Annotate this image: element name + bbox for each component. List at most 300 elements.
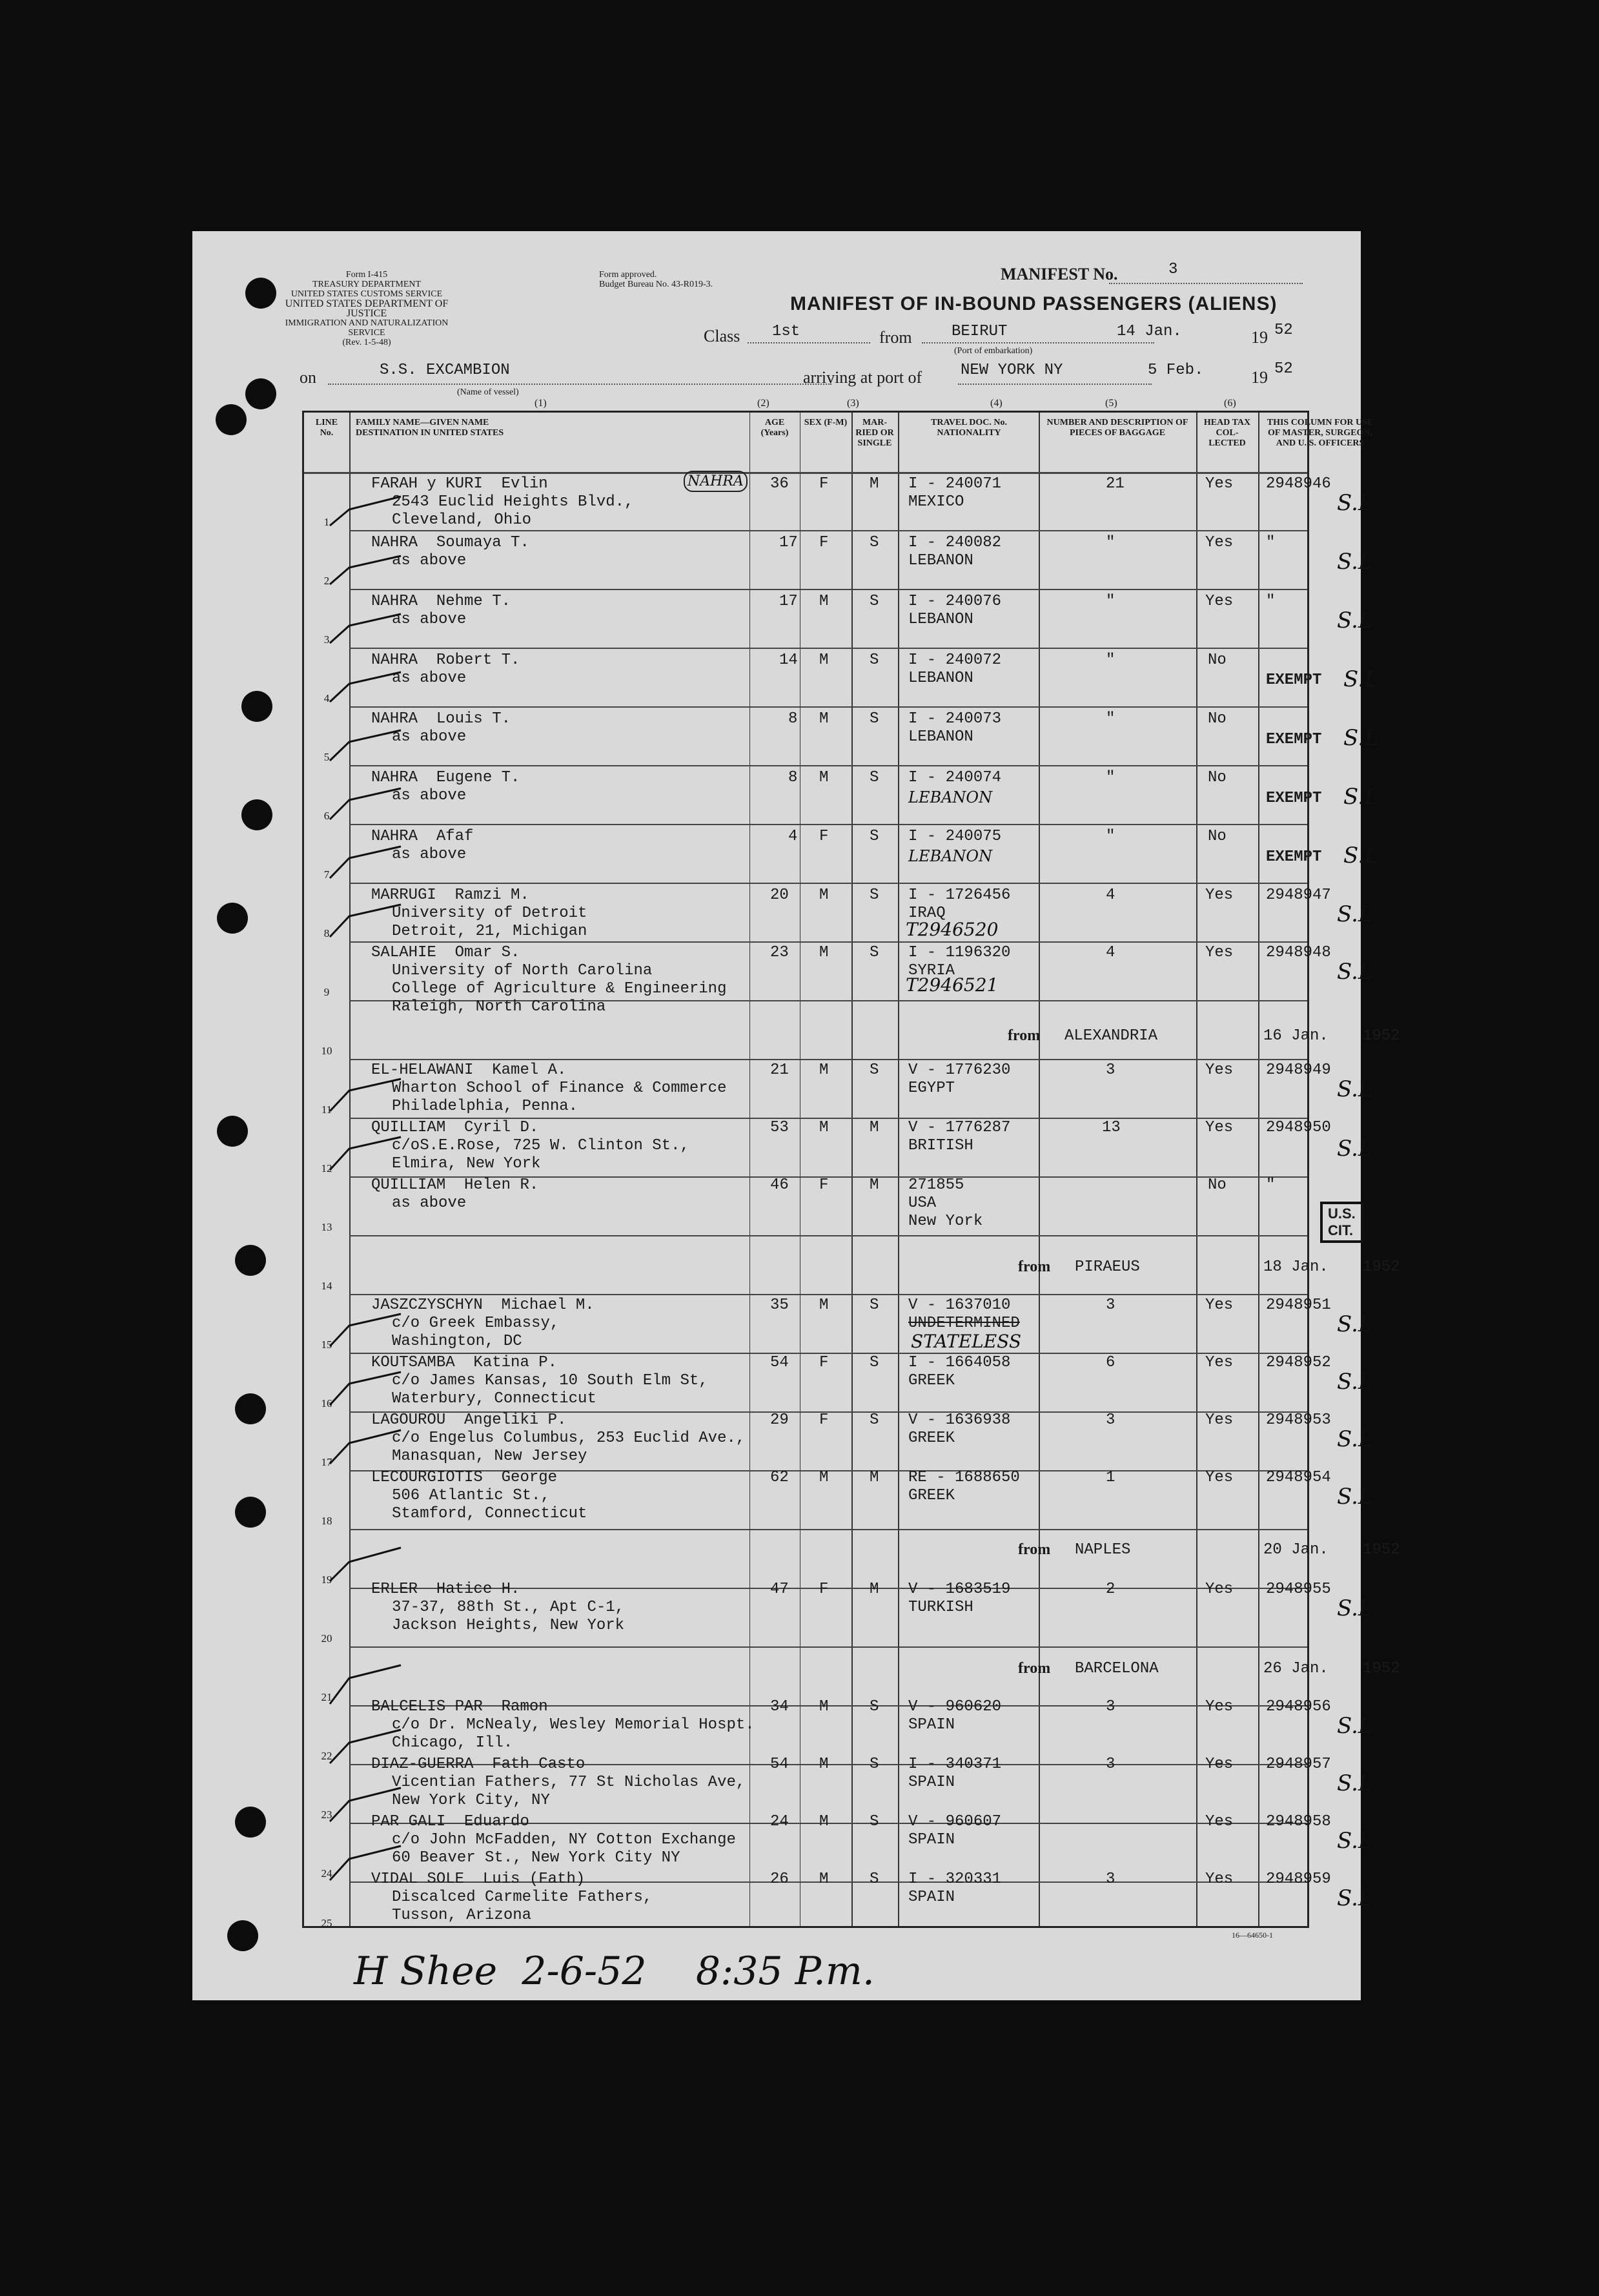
- nationality: LEBANON: [908, 611, 973, 628]
- on-label: on: [300, 368, 316, 387]
- nationality: MEXICO: [908, 493, 964, 511]
- section-from-label: from: [1018, 1660, 1051, 1677]
- line-number: 17: [321, 1456, 332, 1468]
- handwritten-initials: S.L: [1337, 901, 1373, 927]
- section-port: BARCELONA: [1075, 1660, 1159, 1677]
- punch-hole: [235, 1393, 266, 1424]
- travel-document: I - 240082: [908, 534, 1002, 551]
- passenger-name: LAGOUROU Angeliki P.: [371, 1411, 567, 1429]
- from-label: from: [879, 328, 912, 347]
- passenger-sex: F: [819, 1411, 829, 1429]
- passenger-age: 17: [779, 593, 798, 610]
- passenger-name: QUILLIAM Cyril D.: [371, 1119, 539, 1136]
- passenger-age: 4: [788, 828, 798, 845]
- section-date: 16 Jan.: [1263, 1027, 1329, 1045]
- punch-hole: [216, 404, 247, 435]
- header-age: AGE (Years): [760, 418, 789, 438]
- baggage-count: 6: [1106, 1354, 1115, 1371]
- section-from-label: from: [1018, 1258, 1051, 1275]
- nationality: UNDETERMINED: [908, 1315, 1020, 1332]
- baggage-count: 3: [1106, 1698, 1115, 1716]
- line-number: 23: [321, 1809, 332, 1821]
- baggage-count: 13: [1102, 1119, 1121, 1136]
- section-year: 1952: [1363, 1027, 1400, 1045]
- passenger-address: University of North Carolina: [392, 962, 653, 979]
- passenger-sex: M: [819, 1061, 829, 1079]
- passenger-age: 36: [770, 475, 789, 493]
- travel-document: V - 1776287: [908, 1119, 1011, 1136]
- officer-number: 2948949: [1266, 1061, 1331, 1079]
- nationality: LEBANON: [908, 847, 993, 865]
- passenger-address: as above: [392, 611, 467, 628]
- officer-number: ": [1266, 593, 1276, 610]
- travel-document: 271855: [908, 1176, 964, 1194]
- nationality: SPAIN: [908, 1831, 955, 1849]
- passenger-name: BALCELIS PAR Ramon: [371, 1698, 548, 1716]
- head-tax: Yes: [1205, 1061, 1234, 1079]
- officer-number: EXEMPT: [1266, 848, 1322, 866]
- passenger-address: Washington, DC: [392, 1333, 522, 1350]
- travel-document: RE - 1688650: [908, 1469, 1020, 1486]
- nationality: LEBANON: [908, 552, 973, 569]
- arrival-port: NEW YORK NY: [961, 362, 1063, 379]
- justice-dept: UNITED STATES DEPARTMENT OF JUSTICE: [285, 298, 449, 319]
- punch-hole: [227, 1920, 258, 1951]
- passenger-address: Chicago, Ill.: [392, 1734, 513, 1752]
- departure-date: 14 Jan.: [1117, 323, 1182, 340]
- handwritten-initials: S.L: [1337, 549, 1373, 575]
- head-tax: No: [1208, 651, 1227, 669]
- handwritten-initials: S.L: [1343, 725, 1380, 751]
- nationality: SPAIN: [908, 1716, 955, 1734]
- head-tax: Yes: [1205, 1756, 1234, 1773]
- line-number: 20: [321, 1632, 332, 1645]
- arriving-label: arriving at port of: [803, 368, 922, 387]
- passenger-age: 54: [770, 1756, 789, 1773]
- officer-number: 2948958: [1266, 1813, 1331, 1830]
- passenger-age: 23: [770, 944, 789, 961]
- passenger-address: 37-37, 88th St., Apt C-1,: [392, 1599, 625, 1616]
- head-tax: Yes: [1205, 1354, 1234, 1371]
- nationality: USA: [908, 1194, 937, 1212]
- travel-document: I - 240076: [908, 593, 1002, 610]
- passenger-name: VIDAL SOLE Luis (Fath): [371, 1871, 586, 1888]
- passenger-address: College of Agriculture & Engineering: [392, 980, 727, 998]
- handwritten-initials: S.L: [1337, 1484, 1373, 1510]
- travel-document: V - 1637010: [908, 1297, 1011, 1314]
- passenger-name: SALAHIE Omar S.: [371, 944, 520, 961]
- passenger-marital: M: [870, 1119, 879, 1136]
- passenger-age: 62: [770, 1469, 789, 1486]
- passenger-sex: M: [819, 1871, 829, 1888]
- line-number: 25: [321, 1917, 332, 1929]
- departure-year: 52: [1274, 322, 1293, 339]
- passenger-name: EL-HELAWANI Kamel A.: [371, 1061, 567, 1079]
- passenger-sex: F: [819, 1176, 829, 1194]
- officer-number: 2948951: [1266, 1297, 1331, 1314]
- passenger-sex: M: [819, 1469, 829, 1486]
- baggage-count: ": [1106, 593, 1115, 610]
- section-from-label: from: [1018, 1541, 1051, 1558]
- passenger-name: MARRUGI Ramzi M.: [371, 887, 529, 904]
- passenger-age: 53: [770, 1119, 789, 1136]
- line-number: 22: [321, 1750, 332, 1762]
- punch-hole: [217, 903, 248, 934]
- nationality: GREEK: [908, 1430, 955, 1447]
- class-value: 1st: [772, 323, 800, 340]
- passenger-address: Waterbury, Connecticut: [392, 1390, 596, 1408]
- nationality: LEBANON: [908, 728, 973, 746]
- officer-number: 2948955: [1266, 1581, 1331, 1598]
- passenger-address: as above: [392, 552, 467, 569]
- handwritten-initials: S.L: [1337, 1595, 1373, 1621]
- passenger-address: c/oS.E.Rose, 725 W. Clinton St.,: [392, 1137, 689, 1154]
- passenger-age: 54: [770, 1354, 789, 1371]
- handwritten-initials: S.L: [1337, 1076, 1373, 1102]
- section-date: 18 Jan.: [1263, 1258, 1329, 1276]
- passenger-address: as above: [392, 728, 467, 746]
- head-tax: Yes: [1205, 1469, 1234, 1486]
- passenger-name: NAHRA Nehme T.: [371, 593, 511, 610]
- officer-number: 2948946: [1266, 475, 1331, 493]
- travel-document: I - 240072: [908, 651, 1002, 669]
- line-number: 16: [321, 1397, 332, 1409]
- column-number: (2): [757, 398, 769, 409]
- passenger-address: Jackson Heights, New York: [392, 1617, 625, 1634]
- officer-number: EXEMPT: [1266, 671, 1322, 689]
- handwritten-initials: S.L: [1337, 1885, 1373, 1911]
- baggage-count: 3: [1106, 1871, 1115, 1888]
- header-name: FAMILY NAME—GIVEN NAME DESTINATION IN UNITED STATES: [356, 418, 504, 438]
- passenger-marital: S: [870, 534, 879, 551]
- passenger-sex: M: [819, 710, 829, 728]
- handwritten-initials: S.L: [1337, 1426, 1373, 1452]
- treasury-dept: TREASURY DEPARTMENT: [312, 280, 422, 289]
- passenger-name: FARAH y KURI Evlin: [371, 475, 548, 493]
- passenger-marital: S: [870, 1297, 879, 1314]
- line-number: 8: [323, 927, 330, 939]
- handwritten-initials: S.L: [1343, 666, 1380, 692]
- passenger-sex: M: [819, 1813, 829, 1830]
- form-footer-number: 16—64650-1: [1232, 1931, 1273, 1940]
- passenger-name: LECOURGIOTIS George: [371, 1469, 558, 1486]
- passenger-marital: M: [870, 1581, 879, 1598]
- head-tax: Yes: [1205, 593, 1234, 610]
- passenger-name: NAHRA Eugene T.: [371, 769, 520, 786]
- passenger-marital: S: [870, 710, 879, 728]
- passenger-sex: M: [819, 769, 829, 786]
- form-number: Form I-415: [345, 270, 388, 280]
- handwritten-stateless: STATELESS: [911, 1331, 1022, 1352]
- passenger-marital: S: [870, 1354, 879, 1371]
- baggage-count: 21: [1106, 475, 1125, 493]
- check-marks: [304, 413, 420, 1930]
- vessel-name: S.S. EXCAMBION: [380, 362, 510, 379]
- section-year: 1952: [1363, 1258, 1400, 1276]
- passenger-sex: F: [819, 534, 829, 551]
- passenger-address: c/o Engelus Columbus, 253 Euclid Ave.,: [392, 1430, 746, 1447]
- passenger-sex: M: [819, 651, 829, 669]
- section-port: PIRAEUS: [1075, 1258, 1140, 1276]
- officer-number: 2948947: [1266, 887, 1331, 904]
- travel-document: I - 240075: [908, 828, 1002, 845]
- line-number: 19: [321, 1573, 332, 1586]
- baggage-count: ": [1106, 769, 1115, 786]
- head-tax: Yes: [1205, 1581, 1234, 1598]
- departure-year-prefix: 19: [1251, 328, 1268, 347]
- punch-hole: [217, 1116, 248, 1147]
- punch-hole: [241, 691, 272, 722]
- passenger-address: as above: [392, 1194, 467, 1212]
- passenger-address: c/o Greek Embassy,: [392, 1315, 560, 1332]
- handwritten-initials: S.L: [1343, 843, 1380, 868]
- line-number: 3: [323, 633, 330, 646]
- baggage-count: 1: [1106, 1469, 1115, 1486]
- officer-number: EXEMPT: [1266, 731, 1322, 748]
- passenger-address: 506 Atlantic St.,: [392, 1487, 550, 1504]
- passenger-name: JASZCZYSCHYN Michael M.: [371, 1297, 595, 1314]
- passenger-address: Wharton School of Finance & Commerce: [392, 1080, 727, 1097]
- nationality: SPAIN: [908, 1889, 955, 1906]
- handwritten-initials: S.L: [1337, 959, 1373, 985]
- section-from-label: from: [1008, 1027, 1041, 1044]
- passenger-address: 60 Beaver St., New York City NY: [392, 1849, 680, 1867]
- embarkation-port: BEIRUT: [952, 323, 1008, 340]
- line-number: 24: [321, 1867, 332, 1880]
- baggage-count: 4: [1106, 944, 1115, 961]
- travel-document: I - 1664058: [908, 1354, 1011, 1371]
- passenger-marital: S: [870, 1813, 879, 1830]
- passenger-age: 35: [770, 1297, 789, 1314]
- passenger-name: QUILLIAM Helen R.: [371, 1176, 539, 1194]
- passenger-address: as above: [392, 670, 467, 687]
- nationality: EGYPT: [908, 1080, 955, 1097]
- section-date: 20 Jan.: [1263, 1541, 1329, 1559]
- passenger-name: ERLER Hatice H.: [371, 1581, 520, 1598]
- passenger-marital: S: [870, 828, 879, 845]
- punch-hole: [235, 1245, 266, 1276]
- passenger-name: KOUTSAMBA Katina P.: [371, 1354, 558, 1371]
- handwritten-initials: S.L: [1337, 1828, 1373, 1854]
- officer-number: EXEMPT: [1266, 790, 1322, 807]
- head-tax: Yes: [1205, 475, 1234, 493]
- passenger-marital: S: [870, 651, 879, 669]
- head-tax: No: [1208, 769, 1227, 786]
- budget-bureau-text: Budget Bureau No. 43-R019-3.: [599, 280, 713, 289]
- baggage-count: 3: [1106, 1297, 1115, 1314]
- passenger-address: c/o Dr. McNealy, Wesley Memorial Hospt.: [392, 1716, 755, 1734]
- passenger-age: 26: [770, 1871, 789, 1888]
- baggage-count: ": [1106, 651, 1115, 669]
- form-approval: [599, 270, 713, 289]
- header-line-no: LINE No.: [315, 418, 338, 438]
- passenger-sex: M: [819, 1119, 829, 1136]
- travel-document: V - 960620: [908, 1698, 1002, 1716]
- baggage-count: ": [1106, 828, 1115, 845]
- passenger-address: Philadelphia, Penna.: [392, 1098, 578, 1115]
- passenger-sex: F: [819, 828, 829, 845]
- passenger-marital: S: [870, 1871, 879, 1888]
- baggage-count: ": [1106, 534, 1115, 551]
- section-port: NAPLES: [1075, 1541, 1131, 1559]
- passenger-address: Vicentian Fathers, 77 St Nicholas Ave,: [392, 1774, 746, 1791]
- passenger-address: as above: [392, 787, 467, 805]
- handwritten-initials: S.L: [1337, 490, 1373, 516]
- officer-number: 2948956: [1266, 1698, 1331, 1716]
- handwritten-initials: S.L: [1337, 1713, 1373, 1739]
- passenger-age: 47: [770, 1581, 789, 1598]
- passenger-marital: S: [870, 887, 879, 904]
- port-embarkation-caption: (Port of embarkation): [954, 346, 1033, 356]
- nationality: IRAQ: [908, 905, 946, 922]
- manifest-number: 3: [1168, 261, 1178, 278]
- header-baggage: NUMBER AND DESCRIPTION OF PIECES OF BAGGAGE: [1046, 418, 1188, 438]
- punch-hole: [235, 1807, 266, 1838]
- travel-document: I - 1726456: [908, 887, 1011, 904]
- nationality: BRITISH: [908, 1137, 973, 1154]
- punch-hole: [241, 799, 272, 830]
- column-number: (4): [990, 398, 1003, 409]
- travel-document: V - 1636938: [908, 1411, 1011, 1429]
- officer-number: ": [1266, 534, 1276, 551]
- travel-document: V - 1683519: [908, 1581, 1011, 1598]
- passenger-name: DIAZ-GUERRA Fath Casto: [371, 1756, 586, 1773]
- passenger-marital: S: [870, 593, 879, 610]
- passenger-sex: M: [819, 1698, 829, 1716]
- nationality: SPAIN: [908, 1774, 955, 1791]
- customs-service: UNITED STATES CUSTOMS SERVICE: [290, 289, 443, 299]
- passenger-marital: S: [870, 1061, 879, 1079]
- handwritten-signature: H Shee 2-6-52 8:35 P.m.: [354, 1949, 875, 1994]
- nationality: GREEK: [908, 1372, 955, 1389]
- head-tax: Yes: [1205, 944, 1234, 961]
- header-officer-use: THIS COLUMN FOR USE OF MASTER, SURGEON, AND U. S. OFFICERS: [1267, 418, 1374, 448]
- passenger-sex: M: [819, 1297, 829, 1314]
- vessel-caption: (Name of vessel): [457, 387, 519, 397]
- column-number: (3): [847, 398, 859, 409]
- header-travel-doc: TRAVEL DOC. No. NATIONALITY: [931, 418, 1007, 438]
- passenger-age: 14: [779, 651, 798, 669]
- passenger-table: [302, 411, 1400, 1929]
- line-number: 15: [321, 1338, 332, 1351]
- passenger-sex: M: [819, 593, 829, 610]
- column-number: (1): [535, 398, 547, 409]
- handwritten-initials: S.L: [1337, 1770, 1373, 1796]
- passenger-age: 24: [770, 1813, 789, 1830]
- line-number: 21: [321, 1691, 332, 1703]
- officer-number: 2948948: [1266, 944, 1331, 961]
- nationality-state: New York: [908, 1213, 983, 1230]
- travel-document: V - 960607: [908, 1813, 1002, 1830]
- passenger-name: NAHRA Soumaya T.: [371, 534, 529, 551]
- handwritten-initials: S.L: [1337, 608, 1373, 633]
- nationality: SYRIA: [908, 962, 955, 979]
- officer-number: 2948957: [1266, 1756, 1331, 1773]
- line-number: 18: [321, 1515, 332, 1527]
- travel-document: I - 240074: [908, 769, 1002, 786]
- baggage-count: 3: [1106, 1061, 1115, 1079]
- passenger-address: Discalced Carmelite Fathers,: [392, 1889, 653, 1906]
- passenger-age: 8: [788, 710, 798, 728]
- passenger-address: Stamford, Connecticut: [392, 1505, 587, 1522]
- passenger-marital: S: [870, 769, 879, 786]
- travel-document: I - 240071: [908, 475, 1002, 493]
- column-number: (5): [1105, 398, 1117, 409]
- baggage-count: 2: [1106, 1581, 1115, 1598]
- passenger-age: 29: [770, 1411, 789, 1429]
- passenger-name: NAHRA Robert T.: [371, 651, 520, 669]
- head-tax: Yes: [1205, 1297, 1234, 1314]
- passenger-marital: M: [870, 1176, 879, 1194]
- officer-number: 2948953: [1266, 1411, 1331, 1429]
- head-tax: Yes: [1205, 887, 1234, 904]
- form-revision: (Rev. 1-5-48): [342, 338, 391, 347]
- passenger-address: as above: [392, 846, 467, 863]
- page-title: MANIFEST OF IN-BOUND PASSENGERS (ALIENS): [790, 293, 1278, 314]
- head-tax: Yes: [1205, 1813, 1234, 1830]
- head-tax: No: [1208, 710, 1227, 728]
- section-year: 1952: [1363, 1541, 1400, 1559]
- header-head-tax: HEAD TAX COL-LECTED: [1203, 418, 1251, 448]
- head-tax: No: [1208, 828, 1227, 845]
- passenger-marital: S: [870, 1756, 879, 1773]
- line-number: 5: [323, 751, 330, 763]
- passenger-address: Manasquan, New Jersey: [392, 1448, 587, 1465]
- section-year: 1952: [1363, 1660, 1400, 1677]
- punch-hole: [235, 1497, 266, 1528]
- passenger-address: Detroit, 21, Michigan: [392, 923, 587, 940]
- nationality: GREEK: [908, 1487, 955, 1504]
- us-citizen-stamp: U.S. CIT.: [1320, 1202, 1363, 1243]
- head-tax: Yes: [1205, 1411, 1234, 1429]
- baggage-count: 4: [1106, 887, 1115, 904]
- line-number: 1: [323, 516, 330, 528]
- passenger-sex: F: [819, 1354, 829, 1371]
- manifest-number-label: MANIFEST No.: [1001, 265, 1118, 283]
- passenger-address: University of Detroit: [392, 905, 587, 922]
- nationality: LEBANON: [908, 788, 993, 806]
- passenger-name: NAHRA Louis T.: [371, 710, 511, 728]
- section-port: ALEXANDRIA: [1064, 1027, 1158, 1045]
- line-number: 2: [323, 575, 330, 587]
- passenger-age: 34: [770, 1698, 789, 1716]
- form-department-block: [270, 270, 463, 347]
- head-tax: Yes: [1205, 1698, 1234, 1716]
- head-tax: Yes: [1205, 1871, 1234, 1888]
- passenger-address: Tusson, Arizona: [392, 1907, 532, 1924]
- handwritten-initials: S.L: [1337, 1311, 1373, 1337]
- passenger-sex: M: [819, 944, 829, 961]
- handwritten-initials: S.L: [1337, 1369, 1373, 1395]
- passenger-age: 17: [779, 534, 798, 551]
- passenger-marital: M: [870, 1469, 879, 1486]
- handwritten-doc-number: T2946520: [906, 919, 999, 940]
- officer-number: 2948952: [1266, 1354, 1331, 1371]
- line-number: 10: [321, 1045, 332, 1057]
- head-tax: No: [1208, 1176, 1227, 1194]
- passenger-address: c/o John McFadden, NY Cotton Exchange: [392, 1831, 736, 1849]
- officer-number: ": [1266, 1176, 1276, 1194]
- officer-number: 2948954: [1266, 1469, 1331, 1486]
- travel-document: V - 1776230: [908, 1061, 1011, 1079]
- passenger-marital: S: [870, 1698, 879, 1716]
- passenger-age: 46: [770, 1176, 789, 1194]
- line-number: 11: [321, 1103, 332, 1116]
- passenger-name: NAHRA Afaf: [371, 828, 474, 845]
- handwritten-initials: S.L: [1343, 784, 1380, 810]
- nationality: LEBANON: [908, 670, 973, 687]
- form-approved-text: Form approved.: [599, 270, 657, 280]
